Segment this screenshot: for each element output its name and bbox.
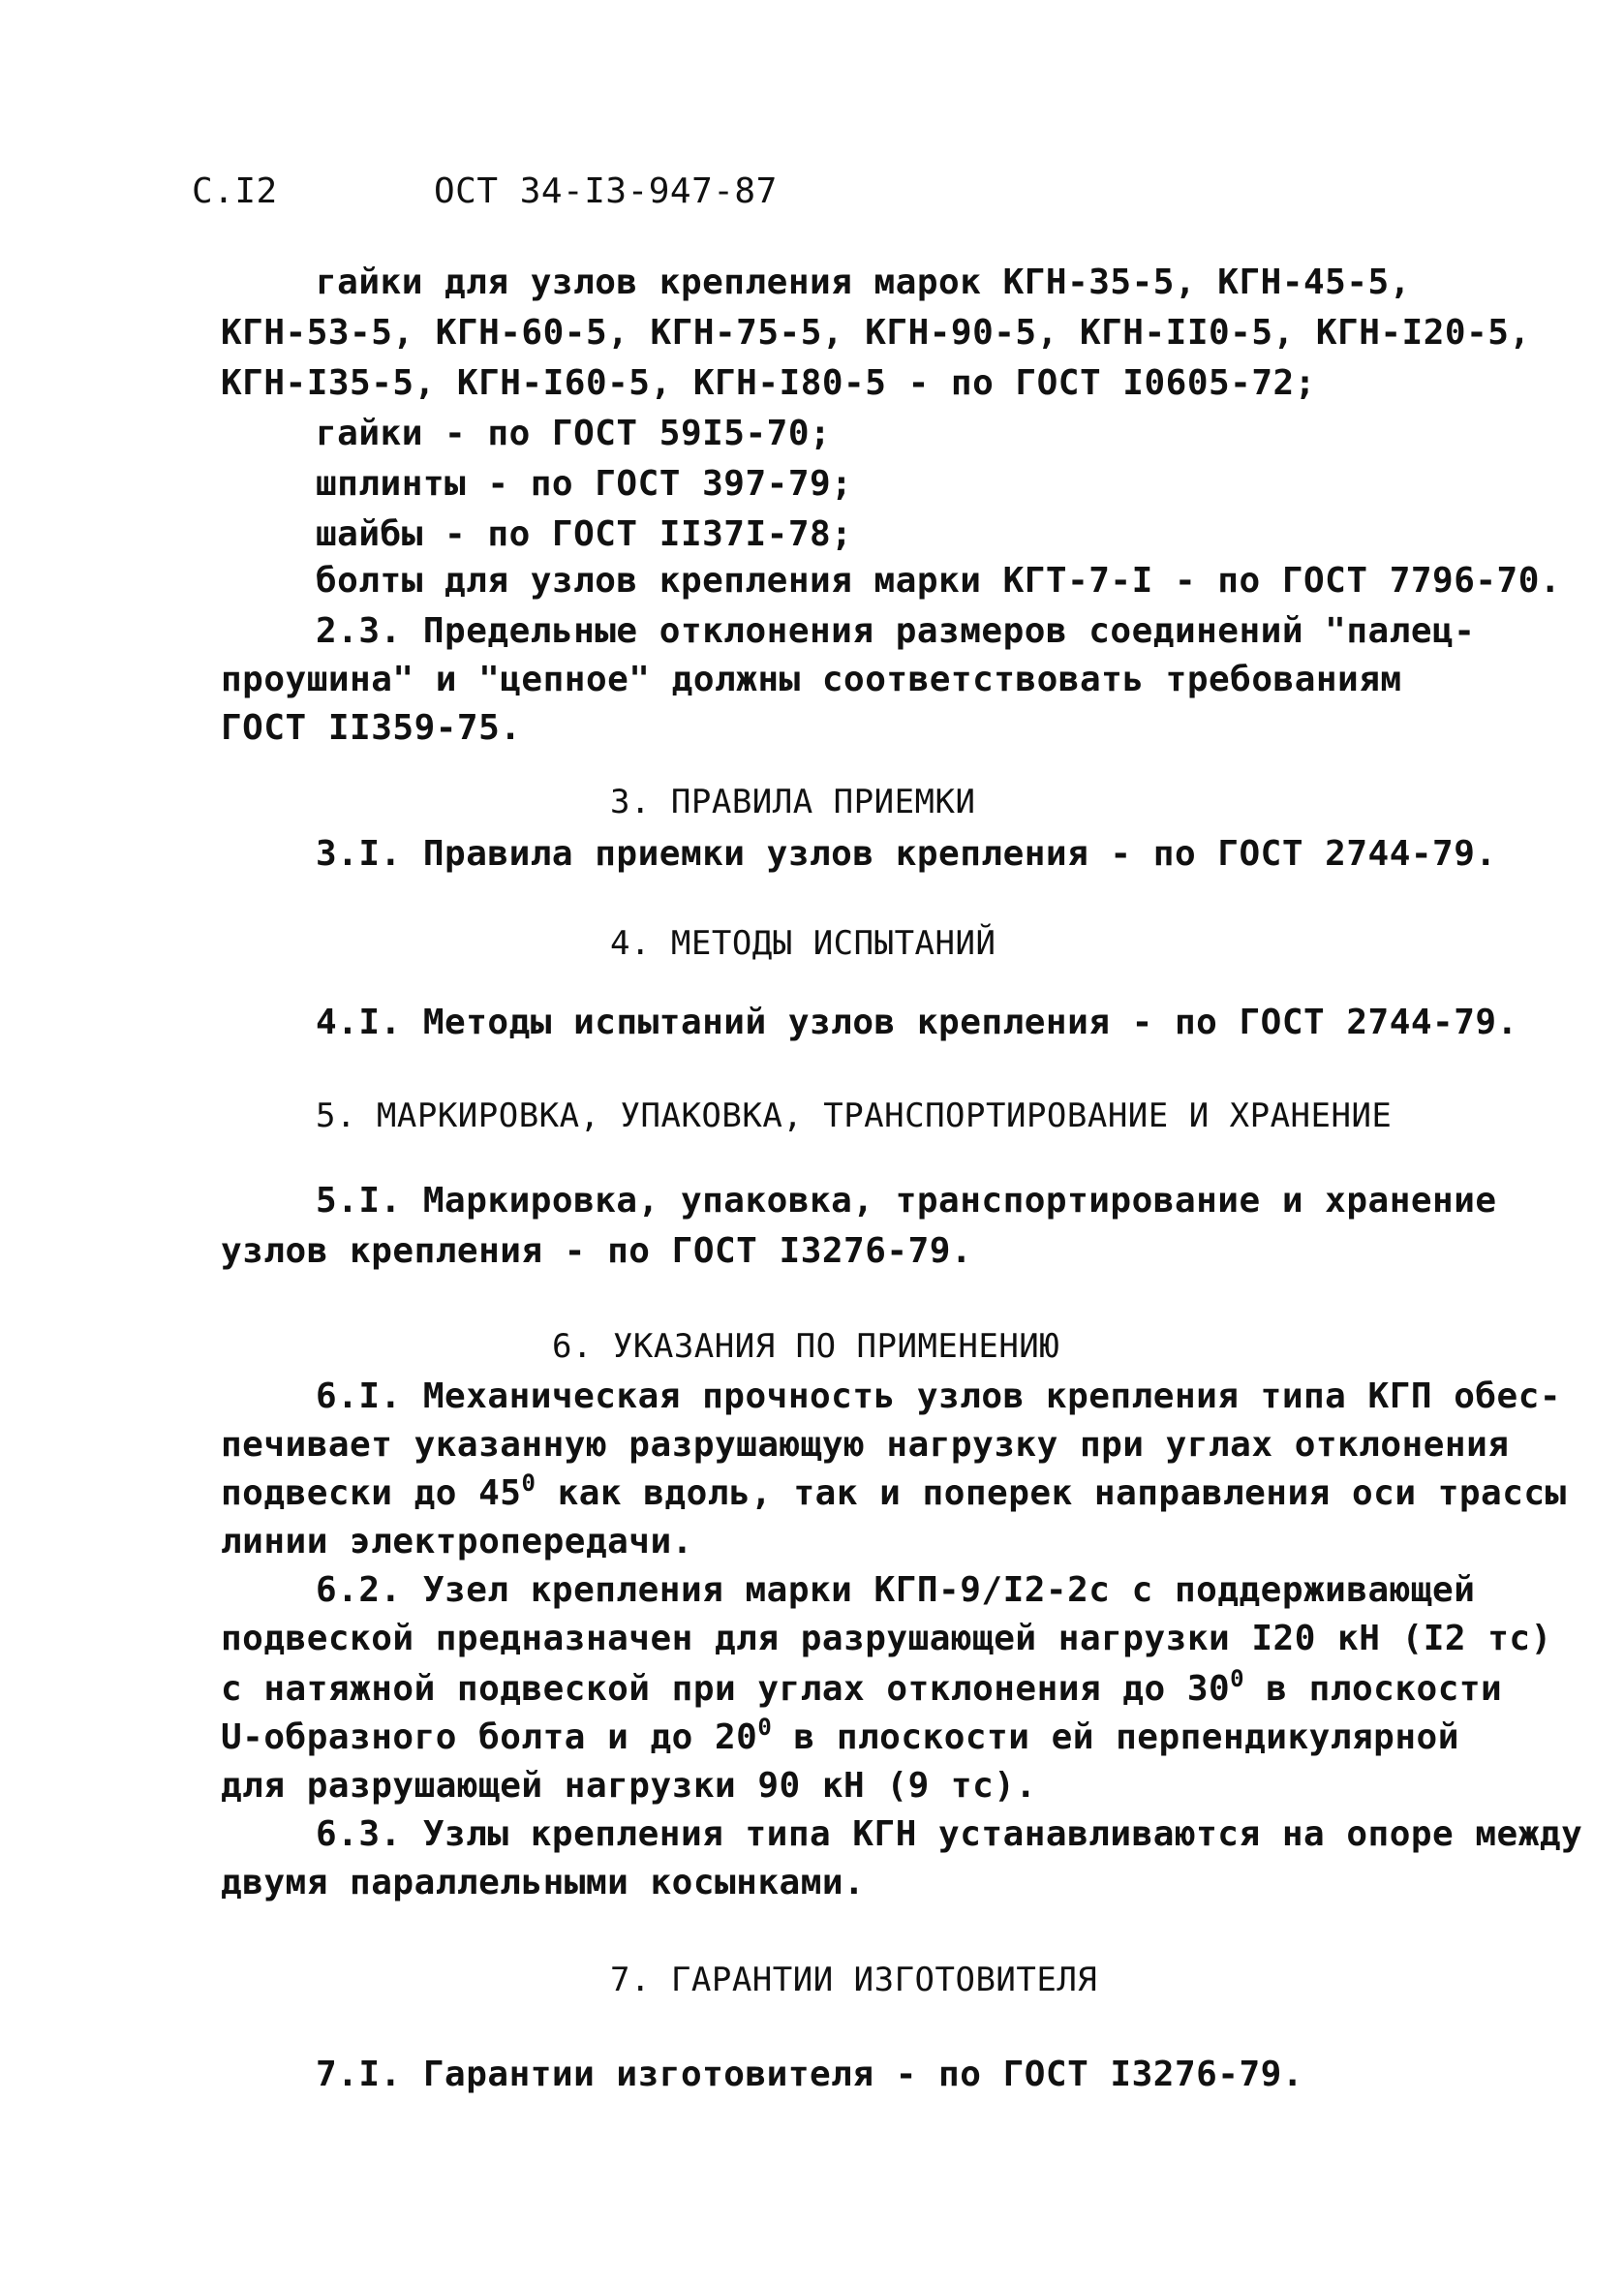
text-line: 4.I. Методы испытаний узлов крепления - по ГОСТ 2744-79.	[316, 1003, 1518, 1042]
text-line	[221, 1665, 1503, 1711]
text-line: двумя параллельными косынками.	[221, 1863, 866, 1902]
text-line: 6.I. Механическая прочность узлов крепления типа КГП обес-	[316, 1376, 1562, 1416]
text-segment: U-образного болта и до 20	[221, 1717, 758, 1757]
page-number: С.I2	[192, 171, 278, 211]
section-heading: 4. МЕТОДЫ ИСПЫТАНИЙ	[610, 924, 996, 963]
text-line: 6.2. Узел крепления марки КГП-9/I2-2с с поддерживающей	[316, 1570, 1476, 1610]
text-segment: подвески до 45	[221, 1473, 522, 1513]
degree-superscript: 0	[521, 1469, 536, 1497]
degree-superscript: 0	[1230, 1665, 1245, 1692]
text-line: болты для узлов крепления марки КГТ-7-I - по ГОСТ 7796-70.	[316, 561, 1562, 601]
text-line	[221, 1716, 1459, 1759]
section-heading: 5. МАРКИРОВКА, УПАКОВКА, ТРАНСПОРТИРОВАНИЕ И ХРАНЕНИЕ	[316, 1097, 1393, 1135]
text-line: шайбы - по ГОСТ II37I-78;	[316, 514, 853, 554]
text-line: подвеской предназначен для разрушающей нагрузки I20 кН (I2 тс)	[221, 1619, 1552, 1658]
text-line: ГОСТ II359-75.	[221, 708, 522, 748]
text-line: 7.I. Гарантии изготовителя - по ГОСТ I3276-79.	[316, 2055, 1303, 2094]
text-line: 3.I. Правила приемки узлов крепления - по ГОСТ 2744-79.	[316, 834, 1497, 874]
text-line: 6.3. Узлы крепления типа КГН устанавливаются на опоре между	[316, 1814, 1583, 1854]
text-segment: как вдоль, так и поперек направления оси трассы	[536, 1473, 1567, 1513]
section-heading: 3. ПРАВИЛА ПРИЕМКИ	[610, 783, 976, 821]
text-line: КГН-53-5, КГН-60-5, КГН-75-5, КГН-90-5, КГН-II0-5, КГН-I20-5,	[221, 313, 1531, 353]
text-line	[221, 1469, 1567, 1515]
text-line: линии электропередачи.	[221, 1522, 693, 1561]
text-line: для разрушающей нагрузки 90 кН (9 тс).	[221, 1766, 1037, 1806]
text-line: печивает указанную разрушающую нагрузку при углах отклонения	[221, 1425, 1510, 1465]
text-line: 5.I. Маркировка, упаковка, транспортирование и хранение	[316, 1181, 1497, 1221]
text-line: узлов крепления - по ГОСТ I3276-79.	[221, 1231, 973, 1271]
text-line: гайки - по ГОСТ 59I5-70;	[316, 414, 832, 453]
section-heading: 7. ГАРАНТИИ ИЗГОТОВИТЕЛЯ	[610, 1961, 1098, 1999]
text-segment: в плоскости	[1244, 1669, 1503, 1709]
text-line: 2.3. Предельные отклонения размеров соединений "палец-	[316, 611, 1476, 651]
text-line: шплинты - по ГОСТ 397-79;	[316, 464, 853, 504]
text-segment: с натяжной подвеской при углах отклонения до 30	[221, 1669, 1231, 1709]
text-segment: в плоскости ей перпендикулярной	[772, 1717, 1459, 1757]
degree-superscript: 0	[757, 1714, 773, 1741]
text-line: гайки для узлов крепления марок КГН-35-5, КГН-45-5,	[316, 263, 1411, 302]
section-heading: 6. УКАЗАНИЯ ПО ПРИМЕНЕНИЮ	[552, 1327, 1060, 1366]
text-line: проушина" и "цепное" должны соответствовать требованиям	[221, 660, 1402, 699]
document-code: ОСТ 34-I3-947-87	[434, 171, 778, 211]
text-line: КГН-I35-5, КГН-I60-5, КГН-I80-5 - по ГОСТ I0605-72;	[221, 363, 1316, 403]
